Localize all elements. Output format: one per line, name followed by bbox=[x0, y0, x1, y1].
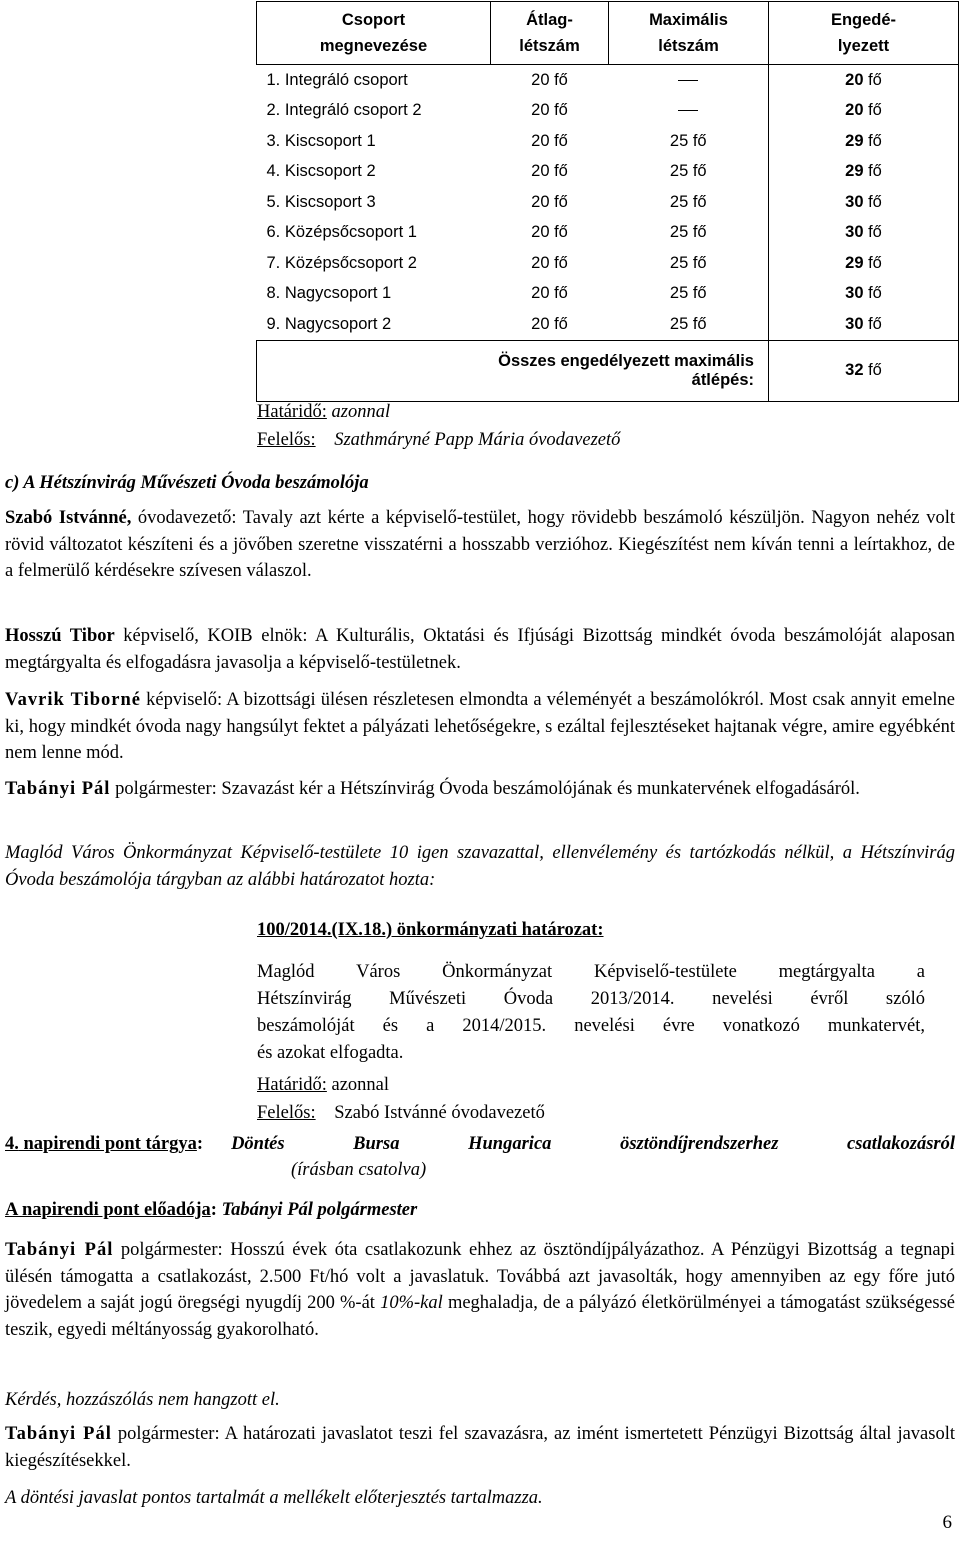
paragraph-2: Hosszú Tibor képviselő, KOIB elnök: A Kulturális, Oktatási és Ifjúsági Bizottság mindkét óvoda beszámolóját alaposan megtárgyalta és elfogadásra javasolja a képviselő-testületnek. bbox=[5, 626, 955, 673]
maximum-cell: 25 fő bbox=[669, 253, 707, 272]
paragraph-3: Vavrik Tiborné képviselő: A bizottsági ülésen részletesen elmondta a véleményét a beszámolókról. Most csak annyit emelne ki, hogy mindkét óvoda nagy hangsúlyt fektet a pályázati lehetőségekre, s ezáltal fejlesztéseket hajtanak végre, amire egyébként nem lenne mód. bbox=[5, 690, 955, 763]
paragraph-5: Maglód Város Önkormányzat Képviselő-testülete 10 igen szavazattal, ellenvélemény és tartózkodás nélkül, a Hétszínvirág Óvoda beszámolója tárgyban az alábbi határozatot hozta: bbox=[5, 843, 955, 890]
average-cell: 20 fő bbox=[491, 309, 609, 340]
dash-mark bbox=[678, 110, 698, 111]
group-name-cell: 6. Középsőcsoport 1 bbox=[266, 223, 417, 242]
group-name-cell: 9. Nagycsoport 2 bbox=[257, 309, 491, 340]
table-row bbox=[257, 248, 959, 279]
allowed-cell: 30 fő bbox=[769, 187, 959, 218]
header-maximum: Maximális létszám bbox=[609, 2, 769, 65]
responsible-value-2: Szabó Istvánné óvodavezető bbox=[334, 1103, 545, 1123]
table-header-row bbox=[257, 2, 959, 65]
deadline-value-2: azonnal bbox=[331, 1075, 390, 1095]
maximum-cell: 25 fő bbox=[669, 162, 707, 181]
average-cell: 20 fő bbox=[531, 101, 568, 120]
paragraph-7: Kérdés, hozzászólás nem hangzott el. bbox=[5, 1390, 280, 1410]
maximum-cell: 25 fő bbox=[669, 192, 707, 211]
resolution-title: 100/2014.(IX.18.) önkormányzati határozat: bbox=[257, 920, 604, 940]
group-name-cell: 4. Kiscsoport 2 bbox=[266, 162, 376, 181]
agenda-4-title: Döntés Bursa Hungarica ösztöndíjrendszerhez csatlakozásról bbox=[231, 1134, 955, 1154]
paragraph-4: Tabányi Pál polgármester: Szavazást kér a Hétszínvirág Óvoda beszámolójának és munkatervének elfogadásáról. bbox=[5, 779, 860, 799]
average-cell: 20 fő bbox=[531, 192, 568, 211]
allowed-cell: 20 fő bbox=[769, 96, 959, 127]
paragraph-8: Tabányi Pál polgármester: A határozati javaslatot teszi fel szavazásra, az imént ismertetett Pénzügyi Bizottság által javasolt kiegészítésekkel. bbox=[5, 1424, 955, 1471]
average-cell: 20 fő bbox=[531, 223, 568, 242]
speaker-1: Szabó Istvánné, bbox=[5, 508, 132, 528]
header-allowed: Engedé- lyezett bbox=[769, 2, 959, 65]
speaker-6: Tabányi Pál bbox=[5, 1240, 114, 1260]
section-c-title: c) A Hétszínvirág Művészeti Óvoda beszámolója bbox=[5, 473, 369, 493]
deadline-label-1: Határidő: bbox=[257, 402, 327, 422]
speaker-2: Hosszú Tibor bbox=[5, 626, 115, 646]
speaker-8: Tabányi Pál bbox=[5, 1424, 112, 1444]
header-average: Átlag- létszám bbox=[491, 2, 609, 65]
table-row bbox=[257, 65, 959, 96]
responsible-label-2: Felelős: bbox=[257, 1103, 316, 1123]
table-row bbox=[257, 187, 959, 218]
deadline-label-2: Határidő: bbox=[257, 1075, 327, 1095]
allowed-cell: 30 fő bbox=[769, 218, 959, 249]
allowed-cell: 29 fő bbox=[769, 126, 959, 157]
deadline-row-2 bbox=[257, 1072, 389, 1098]
group-name-cell: 5. Kiscsoport 3 bbox=[266, 192, 376, 211]
allowed-cell: 29 fő bbox=[769, 157, 959, 188]
maximum-cell: 25 fő bbox=[669, 131, 707, 150]
responsible-row-2 bbox=[257, 1100, 545, 1126]
presenter-row: A napirendi pont előadója: Tabányi Pál polgármester bbox=[5, 1200, 418, 1220]
agenda-4-label: 4. napirendi pont tárgya bbox=[5, 1134, 197, 1154]
responsible-value-1: Szathmáryné Papp Mária óvodavezető bbox=[334, 430, 621, 450]
maximum-cell: 25 fő bbox=[669, 284, 707, 303]
table-row bbox=[257, 218, 959, 249]
total-label: Összes engedélyezett maximális átlépés: bbox=[491, 340, 769, 401]
table-row bbox=[257, 96, 959, 127]
maximum-cell bbox=[609, 65, 769, 96]
maximum-cell: 25 fő bbox=[609, 309, 769, 340]
table-row bbox=[257, 279, 959, 310]
table-row bbox=[257, 126, 959, 157]
average-cell: 20 fő bbox=[531, 284, 568, 303]
allowed-cell: 29 fő bbox=[769, 248, 959, 279]
allowed-cell: 30 fő bbox=[769, 279, 959, 310]
dash-mark bbox=[678, 80, 698, 81]
header-group-name: Csoport megnevezése bbox=[257, 2, 491, 65]
group-name-cell: 1. Integráló csoport bbox=[266, 70, 408, 89]
average-cell: 20 fő bbox=[531, 253, 568, 272]
paragraph-6: Tabányi Pál polgármester: Hosszú évek óta csatlakozunk ehhez az ösztöndíjpályázathoz. A Pénzügyi Bizottság a tegnapi ülésén támogatta a csatlakozást, 2.500 Ft/hó volt a javaslatuk. Továbbá azt javasolták, hogy amennyiben az egy főre jutó jövedelem a saját jogú öregségi nyugdíj 200 %-át 10%-kal meghaladja, de a pályázó életkörülményei a támogatást szükségessé teszik, egyedi méltányosság gyakorolható. bbox=[5, 1240, 955, 1340]
deadline-row-1 bbox=[257, 399, 390, 425]
speaker-4: Tabányi Pál bbox=[5, 779, 111, 799]
table-row bbox=[257, 157, 959, 188]
paragraph-1: Szabó Istvánné, óvodavezető: Tavaly azt kérte a képviselő-testület, hogy rövidebb beszámoló készüljön. Nagyon nehéz volt rövid változatot készíteni és a jövőben szeretne visszatérni a hosszabb verzióhoz. Kiegészítést nem kíván tenni a leírtakhoz, de a felmerülő kérdésekre szívesen válaszol. bbox=[5, 508, 955, 581]
paragraph-9: A döntési javaslat pontos tartalmát a mellékelt előterjesztés tartalmazza. bbox=[5, 1488, 543, 1508]
agenda-4: 4. napirendi pont tárgya : Döntés Bursa Hungarica ösztöndíjrendszerhez csatlakozásról (írásban csatolva) bbox=[5, 1131, 955, 1183]
table-total-row bbox=[257, 340, 959, 401]
agenda-4-note: (írásban csatolva) bbox=[291, 1160, 427, 1180]
average-cell: 20 fő bbox=[531, 162, 568, 181]
average-cell: 20 fő bbox=[531, 131, 568, 150]
group-name-cell: 8. Nagycsoport 1 bbox=[266, 284, 392, 303]
responsible-row-1 bbox=[257, 427, 620, 453]
table-row bbox=[257, 309, 959, 340]
average-cell: 20 fő bbox=[531, 70, 568, 89]
page-number: 6 bbox=[942, 1512, 952, 1533]
maximum-cell: 25 fő bbox=[669, 223, 707, 242]
group-table bbox=[256, 1, 959, 402]
deadline-value-1: azonnal bbox=[331, 402, 391, 422]
total-value: 32 fő bbox=[769, 340, 959, 401]
allowed-cell: 20 fő bbox=[769, 65, 959, 96]
group-name-cell: 7. Középsőcsoport 2 bbox=[266, 253, 417, 272]
maximum-cell bbox=[609, 96, 769, 127]
responsible-label-1: Felelős: bbox=[257, 430, 316, 450]
group-name-cell: 2. Integráló csoport 2 bbox=[266, 101, 422, 120]
group-name-cell: 3. Kiscsoport 1 bbox=[266, 131, 376, 150]
presenter-value: Tabányi Pál polgármester bbox=[221, 1200, 418, 1220]
speaker-3: Vavrik Tiborné bbox=[5, 690, 141, 710]
resolution-text: Maglód Város Önkormányzat Képviselő-testülete megtárgyalta a Hétszínvirág Művészeti Óvoda 2013/2014. nevelési évről szóló beszámolóját és a 2014/2015. nevelési évre vonatkozó munkatervét, és azokat elfogadta. bbox=[257, 962, 925, 1063]
allowed-cell: 30 fő bbox=[769, 309, 959, 340]
presenter-label: A napirendi pont előadója bbox=[5, 1200, 211, 1220]
